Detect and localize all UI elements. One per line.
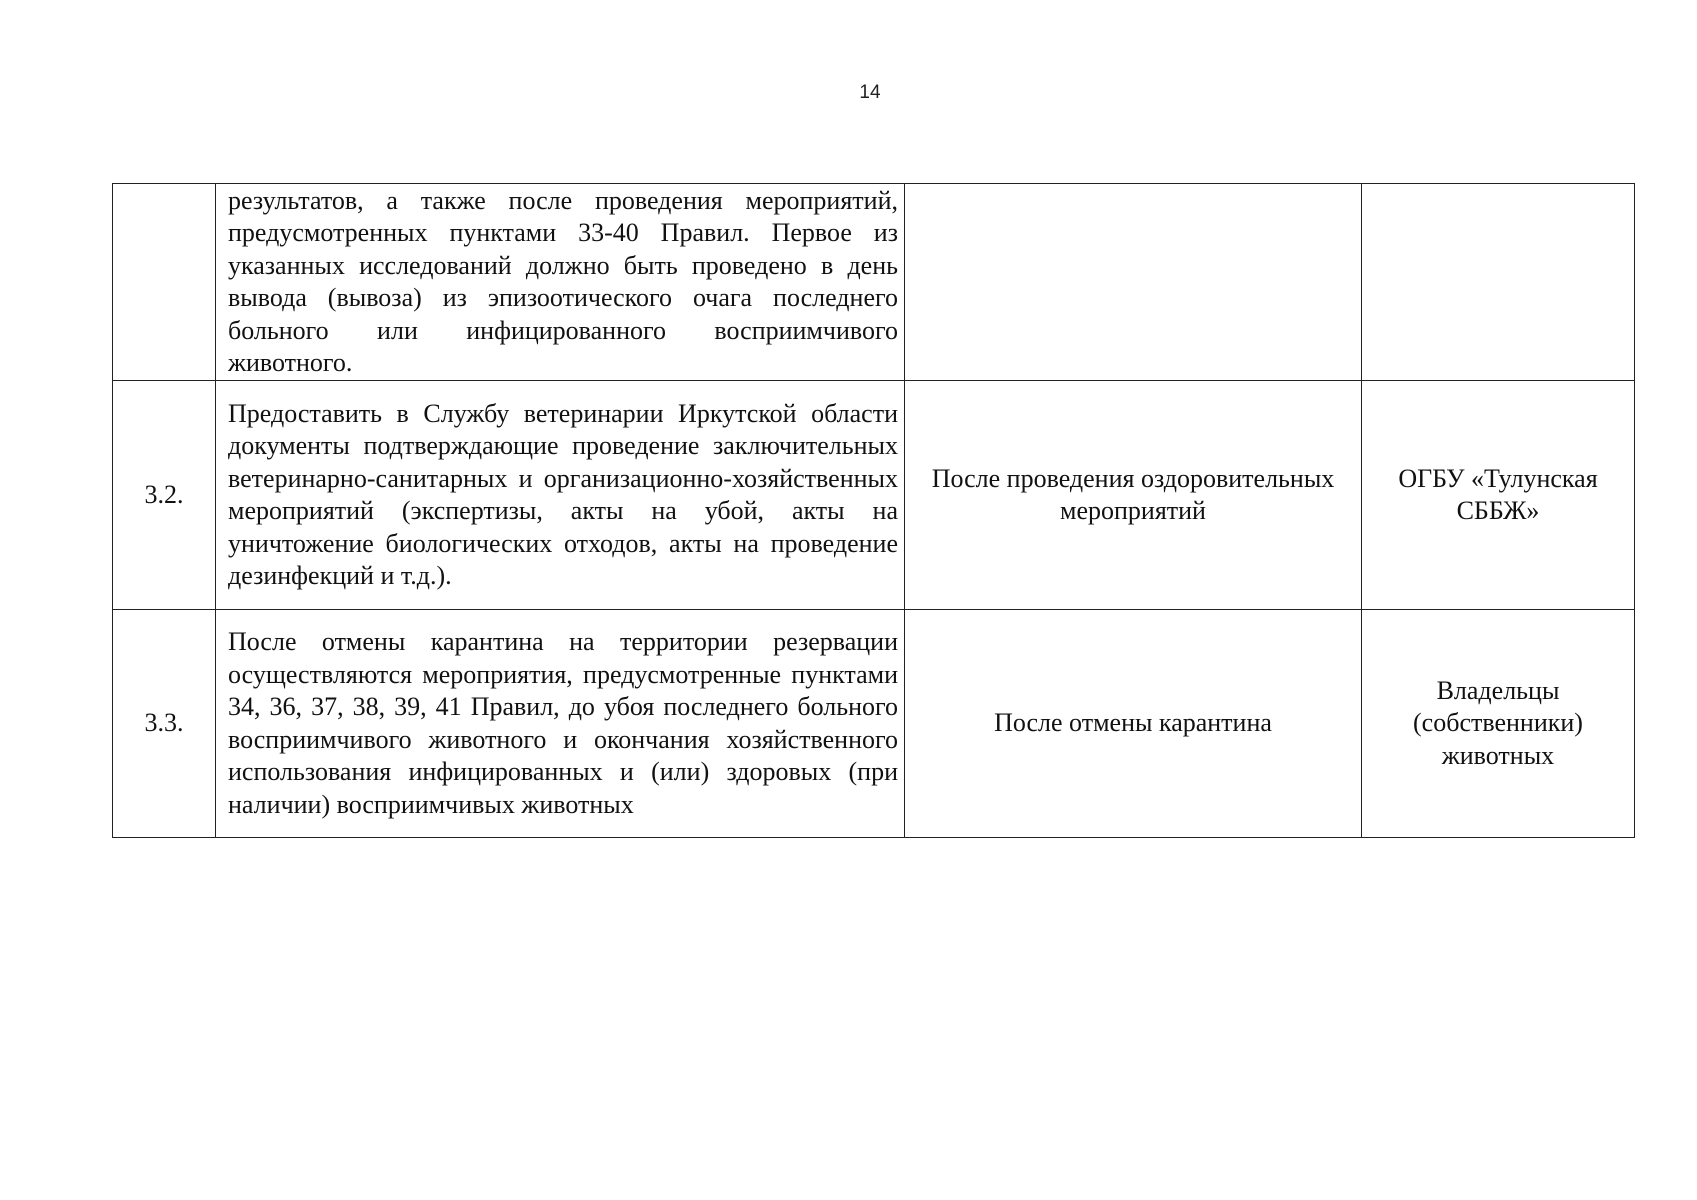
measures-table	[112, 183, 1635, 838]
measure-description-cell: После отмены карантина на территории резервации осуществляются мероприятия, предусмотренные пунктами 34, 36, 37, 38, 39, 41 Правил, до убоя последнего больного восприимчивого животного и окончания хозяйственного использования инфицированных и (или) здоровых (при наличии) восприимчивых животных	[216, 610, 905, 838]
measure-description-cell: Предоставить в Службу ветеринарии Иркутской области документы подтверждающие проведение заключительных ветеринарно-санитарных и организационно-хозяйственных мероприятий (экспертизы, акты на убой, акты на уничтожение биологических отходов, акты на проведение дезинфекций и т.д.).	[216, 381, 905, 610]
responsible-cell	[1362, 610, 1635, 838]
row-number-cell: 3.2.	[113, 381, 216, 610]
row-number-cell: 3.3.	[113, 610, 216, 838]
measure-description-cell: результатов, а также после проведения мероприятий, предусмотренных пунктами 33-40 Правил. Первое из указанных исследований должно быть проведено в день вывода (вывоза) из эпизоотического очага последнего больного или инфицированного восприимчивого животного.	[216, 184, 905, 381]
deadline-text: После проведения оздоровительных мероприятий	[931, 463, 1335, 525]
table-row	[113, 381, 1635, 610]
table-row	[113, 610, 1635, 838]
deadline-cell	[905, 610, 1362, 838]
responsible-text: ОГБУ «Тулунская СББЖ»	[1398, 463, 1598, 525]
responsible-cell	[1362, 381, 1635, 610]
responsible-cell	[1362, 184, 1635, 381]
row-number-cell	[113, 184, 216, 381]
deadline-cell	[905, 184, 1362, 381]
deadline-text: После отмены карантина	[994, 708, 1272, 738]
table-row	[113, 184, 1635, 381]
page-number: 14	[859, 82, 881, 103]
deadline-cell	[905, 381, 1362, 610]
responsible-text: Владельцы (собственники) животных	[1413, 675, 1583, 770]
